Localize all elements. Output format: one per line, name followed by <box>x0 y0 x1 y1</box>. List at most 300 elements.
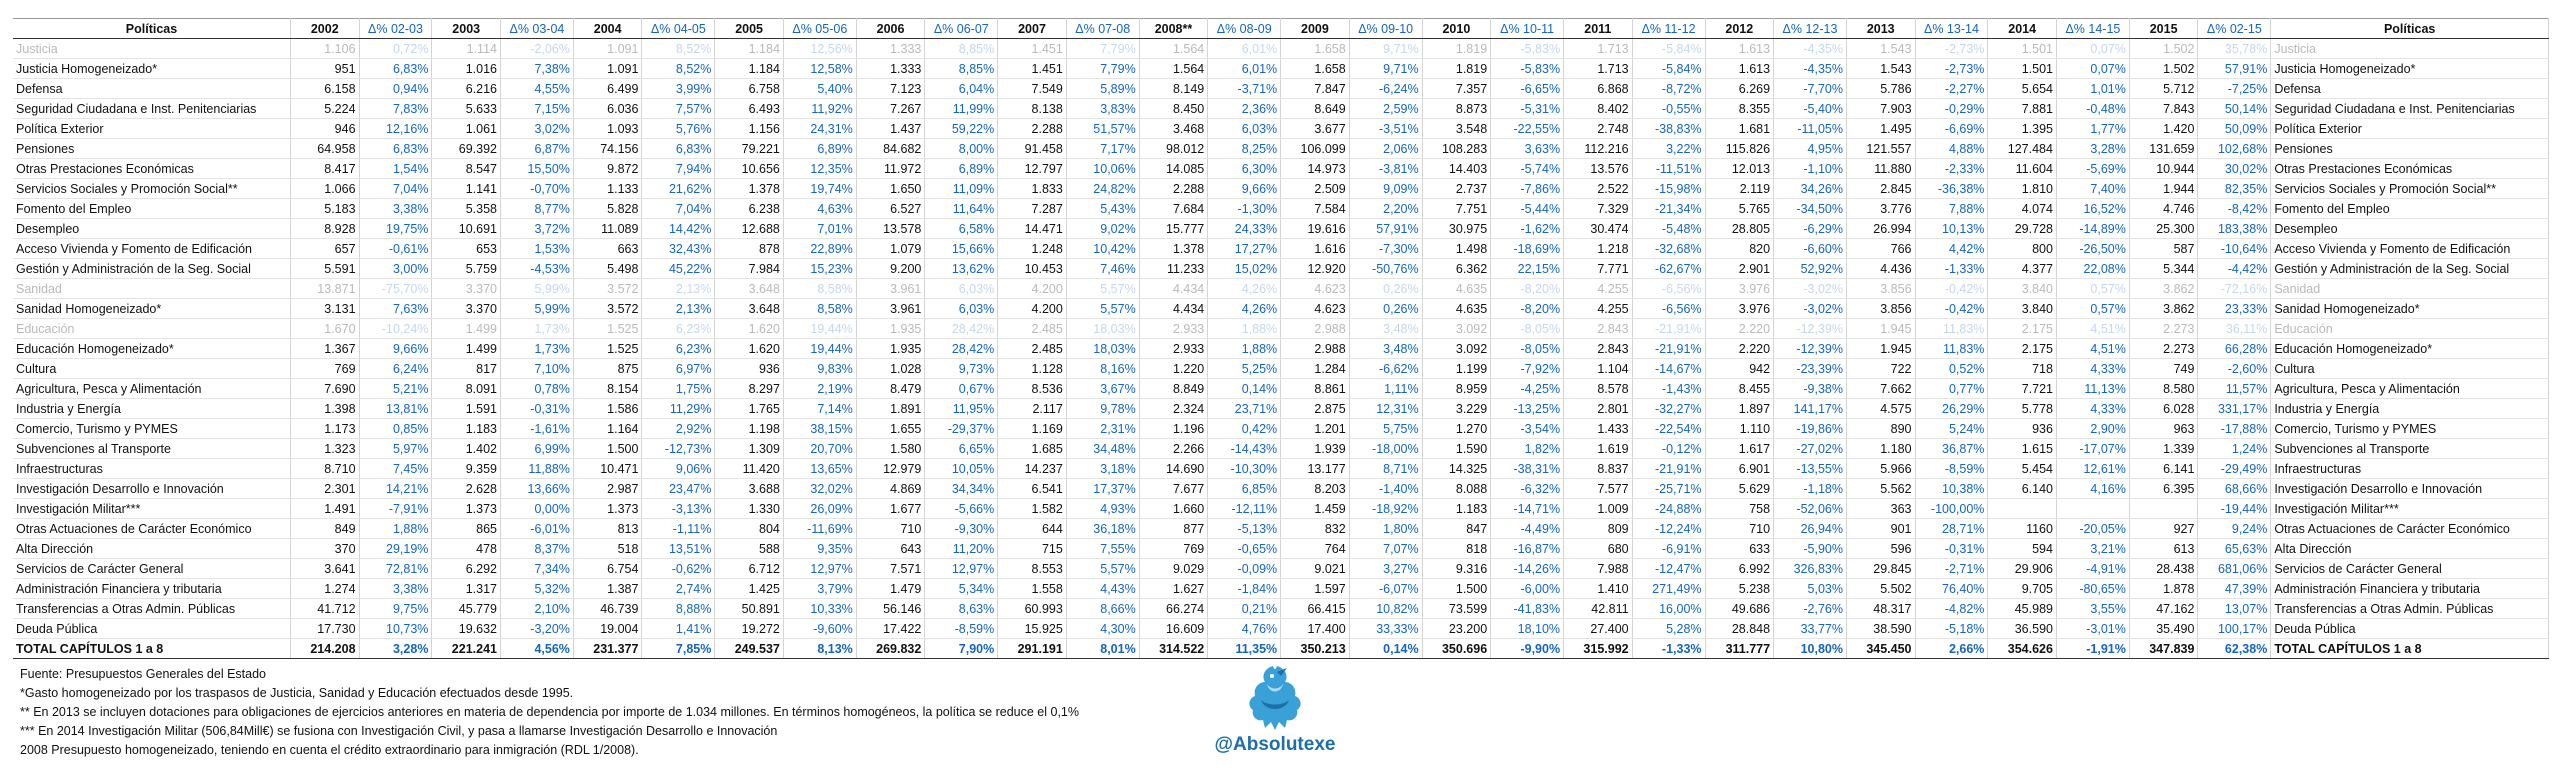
cell-value: 1.028 <box>856 359 925 379</box>
cell-value: 8.417 <box>290 159 359 179</box>
cell-value: 878 <box>715 239 784 259</box>
cell-delta: -2,27% <box>1915 79 1988 99</box>
cell-delta: -0,48% <box>2056 99 2129 119</box>
row-label-right: Servicios Sociales y Promoción Social** <box>2271 179 2549 199</box>
cell-value: 8.091 <box>432 379 501 399</box>
cell-value: 5.765 <box>1705 199 1774 219</box>
cell-delta: 0,07% <box>2056 59 2129 79</box>
table-row <box>13 479 2549 499</box>
brand-handle: @Absolutexe <box>1214 734 1336 755</box>
cell-value: 3.548 <box>1422 119 1491 139</box>
cell-delta: 38,15% <box>783 419 856 439</box>
table-row <box>13 279 2549 299</box>
cell-value: 1.199 <box>1422 359 1491 379</box>
cell-delta: -29,37% <box>925 419 998 439</box>
cell-delta: 16,52% <box>2056 199 2129 219</box>
cell-delta: 28,42% <box>925 339 998 359</box>
row-label-right: Fomento del Empleo <box>2271 199 2549 219</box>
cell-value: 41.712 <box>290 599 359 619</box>
cell-value: 42.811 <box>1564 599 1633 619</box>
cell-delta: -1,10% <box>1774 159 1847 179</box>
cell-delta: 331,17% <box>2198 399 2271 419</box>
cell-delta: 13,66% <box>500 479 573 499</box>
cell-value: 8.479 <box>856 379 925 399</box>
cell-value: 1.495 <box>1846 119 1915 139</box>
cell-delta: 57,91% <box>1349 219 1422 239</box>
cell-value: 847 <box>1422 519 1491 539</box>
cell-value: 5.224 <box>290 99 359 119</box>
header-year: 2007 <box>998 19 1067 39</box>
cell-value: 1.713 <box>1564 39 1633 59</box>
cell-value: 1.402 <box>432 439 501 459</box>
row-label-right: Política Exterior <box>2271 119 2549 139</box>
cell-delta: -5,83% <box>1491 59 1564 79</box>
cell-delta: -6,65% <box>1491 79 1564 99</box>
cell-delta: -16,87% <box>1491 539 1564 559</box>
cell-value: 1.897 <box>1705 399 1774 419</box>
cell-delta: -13,55% <box>1774 459 1847 479</box>
cell-delta: 4,30% <box>1066 619 1139 639</box>
cell-value: 1.650 <box>856 179 925 199</box>
cell-delta: 0,14% <box>1349 639 1422 659</box>
cell-value: 1.810 <box>1988 179 2057 199</box>
cell-delta: 4,33% <box>2056 399 2129 419</box>
cell-value: 9.316 <box>1422 559 1491 579</box>
header-year: 2005 <box>715 19 784 39</box>
cell-delta: 14,21% <box>359 479 432 499</box>
cell-value: 4.255 <box>1564 279 1633 299</box>
cell-delta: 12,56% <box>783 39 856 59</box>
cell-delta: -7,25% <box>2198 79 2271 99</box>
cell-delta: 8,01% <box>1066 639 1139 659</box>
cell-value: 91.458 <box>998 139 1067 159</box>
cell-delta: 9,06% <box>642 459 715 479</box>
cell-delta: 22,89% <box>783 239 856 259</box>
cell-delta: -3,54% <box>1491 419 1564 439</box>
cell-delta: -34,50% <box>1774 199 1847 219</box>
cell-value: 8.580 <box>2129 379 2198 399</box>
cell-value: 2.628 <box>432 479 501 499</box>
cell-delta: -100,00% <box>1915 499 1988 519</box>
cell-value: 8.536 <box>998 379 1067 399</box>
cell-value: 2.933 <box>1139 319 1208 339</box>
cell-value: 2.522 <box>1564 179 1633 199</box>
cell-value: 1.317 <box>432 579 501 599</box>
cell-delta: -29,49% <box>2198 459 2271 479</box>
cell-value: 2.801 <box>1564 399 1633 419</box>
cell-value: 1.284 <box>1281 359 1350 379</box>
cell-delta: 9,78% <box>1066 399 1139 419</box>
cell-delta: 5,75% <box>1349 419 1422 439</box>
cell-delta: 6,89% <box>783 139 856 159</box>
cell-value: 13.578 <box>856 219 925 239</box>
cell-value: 4.623 <box>1281 279 1350 299</box>
cell-value: 5.633 <box>432 99 501 119</box>
cell-delta: 18,03% <box>1066 319 1139 339</box>
cell-delta: 6,87% <box>500 139 573 159</box>
header-politicas: Políticas <box>13 19 290 39</box>
cell-delta: -8,42% <box>2198 199 2271 219</box>
cell-delta: 6,01% <box>1208 39 1281 59</box>
cell-value: 2.933 <box>1139 339 1208 359</box>
cell-delta: 183,38% <box>2198 219 2271 239</box>
cell-delta: -14,71% <box>1491 499 1564 519</box>
cell-value: 7.881 <box>1988 99 2057 119</box>
cell-delta: -21,34% <box>1632 199 1705 219</box>
cell-delta: 3,38% <box>359 199 432 219</box>
cell-value: 354.626 <box>1988 639 2057 659</box>
cell-delta: -6,29% <box>1774 219 1847 239</box>
cell-value: 11.233 <box>1139 259 1208 279</box>
cell-value: 1.141 <box>432 179 501 199</box>
header-delta: Δ% 02-15 <box>2198 19 2271 39</box>
cell-value: 8.297 <box>715 379 784 399</box>
cell-value: 11.880 <box>1846 159 1915 179</box>
cell-delta: 1,82% <box>1491 439 1564 459</box>
cell-value: 345.450 <box>1846 639 1915 659</box>
cell-value: 644 <box>998 519 1067 539</box>
cell-value: 6.036 <box>573 99 642 119</box>
cell-delta: -15,98% <box>1632 179 1705 199</box>
cell-value: 7.571 <box>856 559 925 579</box>
cell-delta: -22,54% <box>1632 419 1705 439</box>
cell-delta: 1,88% <box>1208 319 1281 339</box>
cell-value: 1.180 <box>1846 439 1915 459</box>
cell-delta: 7,38% <box>500 59 573 79</box>
cell-value: 901 <box>1846 519 1915 539</box>
cell-delta: 2,06% <box>1349 139 1422 159</box>
cell-value: 5.712 <box>2129 79 2198 99</box>
cell-value: 1.248 <box>998 239 1067 259</box>
cell-value: 1.451 <box>998 39 1067 59</box>
cell-delta: -5,83% <box>1491 39 1564 59</box>
cell-value: 722 <box>1846 359 1915 379</box>
header-delta: Δ% 05-06 <box>783 19 856 39</box>
table-row <box>13 159 2549 179</box>
cell-value: 5.591 <box>290 259 359 279</box>
cell-value: 1.333 <box>856 59 925 79</box>
cell-delta: 7,07% <box>1349 539 1422 559</box>
cell-delta: -2,71% <box>1915 559 1988 579</box>
cell-delta: 72,81% <box>359 559 432 579</box>
cell-delta: 0,57% <box>2056 299 2129 319</box>
cell-delta: -26,50% <box>2056 239 2129 259</box>
cell-value: 946 <box>290 119 359 139</box>
header-delta: Δ% 08-09 <box>1208 19 1281 39</box>
cell-delta: 22,15% <box>1491 259 1564 279</box>
cell-value: 30.975 <box>1422 219 1491 239</box>
cell-delta: 0,14% <box>1208 379 1281 399</box>
cell-delta: 4,63% <box>783 199 856 219</box>
cell-delta: 4,26% <box>1208 279 1281 299</box>
cell-delta: -7,70% <box>1774 79 1847 99</box>
cell-value: 314.522 <box>1139 639 1208 659</box>
cell-delta: 5,57% <box>1066 559 1139 579</box>
cell-value: 1.395 <box>1988 119 2057 139</box>
cell-delta: -10,64% <box>2198 239 2271 259</box>
header-politicas-right: Políticas <box>2271 19 2549 39</box>
row-label-right: Transferencias a Otras Admin. Públicas <box>2271 599 2549 619</box>
cell-delta: 3,28% <box>359 639 432 659</box>
cell-delta: -9,38% <box>1774 379 1847 399</box>
cell-value: 30.474 <box>1564 219 1633 239</box>
cell-delta: 19,44% <box>783 339 856 359</box>
cell-delta: -1,43% <box>1632 379 1705 399</box>
cell-value: 221.241 <box>432 639 501 659</box>
cell-delta: 33,33% <box>1349 619 1422 639</box>
cell-delta: 1,88% <box>359 519 432 539</box>
cell-value: 1.164 <box>573 419 642 439</box>
cell-value: 3.648 <box>715 279 784 299</box>
cell-value: 19.616 <box>1281 219 1350 239</box>
table-row <box>13 519 2549 539</box>
cell-delta: 6,24% <box>359 359 432 379</box>
cell-value: 6.292 <box>432 559 501 579</box>
cell-value: 5.502 <box>1846 579 1915 599</box>
cell-delta: 1,53% <box>500 239 573 259</box>
cell-delta: -6,00% <box>1491 579 1564 599</box>
cell-value: 5.966 <box>1846 459 1915 479</box>
cell-value: 2.175 <box>1988 339 2057 359</box>
cell-value: 50.891 <box>715 599 784 619</box>
cell-value: 596 <box>1846 539 1915 559</box>
cell-value: 2.737 <box>1422 179 1491 199</box>
cell-value: 1.104 <box>1564 359 1633 379</box>
cell-delta: 10,42% <box>1066 239 1139 259</box>
cell-value: 6.238 <box>715 199 784 219</box>
cell-delta: -6,07% <box>1349 579 1422 599</box>
cell-value: 1.270 <box>1422 419 1491 439</box>
cell-delta: 8,85% <box>925 39 998 59</box>
row-label-right: Agricultura, Pesca y Alimentación <box>2271 379 2549 399</box>
header-delta: Δ% 12-13 <box>1774 19 1847 39</box>
cell-delta: 29,19% <box>359 539 432 559</box>
cell-value: 8.873 <box>1422 99 1491 119</box>
cell-delta: 4,76% <box>1208 619 1281 639</box>
cell-value: 11.420 <box>715 459 784 479</box>
table-row <box>13 419 2549 439</box>
cell-delta: 8,52% <box>642 59 715 79</box>
cell-value: 764 <box>1281 539 1350 559</box>
cell-delta: -5,69% <box>2056 159 2129 179</box>
cell-value: 710 <box>856 519 925 539</box>
cell-delta: 52,92% <box>1774 259 1847 279</box>
cell-value: 1.479 <box>856 579 925 599</box>
cell-delta: -4,35% <box>1774 39 1847 59</box>
cell-delta: -12,39% <box>1774 339 1847 359</box>
cell-value: 7.771 <box>1564 259 1633 279</box>
cell-value: 7.690 <box>290 379 359 399</box>
cell-delta: -2,60% <box>2198 359 2271 379</box>
cell-delta: 3,21% <box>2056 539 2129 559</box>
cell-value: 1.582 <box>998 499 1067 519</box>
cell-value: 7.267 <box>856 99 925 119</box>
cell-value: 1.658 <box>1281 39 1350 59</box>
cell-delta: 4,51% <box>2056 319 2129 339</box>
cell-delta: 271,49% <box>1632 579 1705 599</box>
cell-value: 1.765 <box>715 399 784 419</box>
cell-delta: -8,59% <box>1915 459 1988 479</box>
cell-value: 3.131 <box>290 299 359 319</box>
cell-value: 1.620 <box>715 339 784 359</box>
cell-delta: -4,49% <box>1491 519 1564 539</box>
cell-value: 6.527 <box>856 199 925 219</box>
cell-delta: 0,07% <box>2056 39 2129 59</box>
cell-delta: 23,47% <box>642 479 715 499</box>
row-label: Investigación Desarrollo e Innovación <box>13 479 290 499</box>
cell-value: 249.537 <box>715 639 784 659</box>
cell-value: 8.837 <box>1564 459 1633 479</box>
header-delta: Δ% 14-15 <box>2056 19 2129 39</box>
cell-value: 8.355 <box>1705 99 1774 119</box>
cell-value: 1.398 <box>290 399 359 419</box>
cell-value: 1.079 <box>856 239 925 259</box>
cell-value: 7.287 <box>998 199 1067 219</box>
cell-delta: 3,55% <box>2056 599 2129 619</box>
row-label-right: Administración Financiera y tributaria <box>2271 579 2549 599</box>
table-row <box>13 79 2549 99</box>
cell-delta: 11,20% <box>925 539 998 559</box>
cell-value: 1.945 <box>1846 339 1915 359</box>
footnote-2: ** En 2013 se incluyen dotaciones para obligaciones de ejercicios anteriores en materia de dependencia por importe de 1.034 millones. En términos homogéneos, la política se reduce el 0,1% <box>20 705 1079 719</box>
cell-delta: -0,09% <box>1208 559 1281 579</box>
cell-delta: 7,63% <box>359 299 432 319</box>
cell-value: 1.613 <box>1705 39 1774 59</box>
cell-delta: 24,31% <box>783 119 856 139</box>
cell-delta: -5,74% <box>1491 159 1564 179</box>
cell-delta: 13,51% <box>642 539 715 559</box>
cell-delta: 4,42% <box>1915 239 1988 259</box>
cell-value: 1.558 <box>998 579 1067 599</box>
cell-delta: 2,90% <box>2056 419 2129 439</box>
cell-value: 66.274 <box>1139 599 1208 619</box>
cell-value: 28.805 <box>1705 219 1774 239</box>
cell-value: 7.577 <box>1564 479 1633 499</box>
cell-value: 1.378 <box>1139 239 1208 259</box>
cell-delta: 4,16% <box>2056 479 2129 499</box>
cell-value: 942 <box>1705 359 1774 379</box>
cell-delta: 10,80% <box>1774 639 1847 659</box>
cell-value: 643 <box>856 539 925 559</box>
cell-value: 1.330 <box>715 499 784 519</box>
cell-delta: -52,06% <box>1774 499 1847 519</box>
cell-value: 2.266 <box>1139 439 1208 459</box>
cell-delta: 4,51% <box>2056 339 2129 359</box>
cell-delta: 2,13% <box>642 279 715 299</box>
cell-delta: -7,91% <box>359 499 432 519</box>
cell-value: 3.370 <box>432 279 501 299</box>
cell-delta: 7,40% <box>2056 179 2129 199</box>
cell-delta: 1,88% <box>1208 339 1281 359</box>
cell-value: 1.156 <box>715 119 784 139</box>
cell-delta: 7,10% <box>500 359 573 379</box>
cell-delta: -20,05% <box>2056 519 2129 539</box>
cell-value: 2.288 <box>1139 179 1208 199</box>
cell-value: 1.184 <box>715 39 784 59</box>
row-label-right: Defensa <box>2271 79 2549 99</box>
cell-delta: -6,91% <box>1632 539 1705 559</box>
cell-delta: 326,83% <box>1774 559 1847 579</box>
row-label-right: Educación Homogeneizado* <box>2271 339 2549 359</box>
cell-value: 1.620 <box>715 319 784 339</box>
cell-value: 766 <box>1846 239 1915 259</box>
cell-delta: 24,33% <box>1208 219 1281 239</box>
cell-delta: 17,27% <box>1208 239 1281 259</box>
cell-delta: 10,05% <box>925 459 998 479</box>
cell-delta: -8,05% <box>1491 319 1564 339</box>
cell-delta: 14,42% <box>642 219 715 239</box>
cell-value: 1.525 <box>573 339 642 359</box>
cell-delta: 3,72% <box>500 219 573 239</box>
cell-delta: 10,38% <box>1915 479 1988 499</box>
cell-value: 6.868 <box>1564 79 1633 99</box>
header-year: 2013 <box>1846 19 1915 39</box>
header-year: 2006 <box>856 19 925 39</box>
cell-value: 8.578 <box>1564 379 1633 399</box>
cell-value: 1.658 <box>1281 59 1350 79</box>
cell-value: 3.840 <box>1988 299 2057 319</box>
cell-value: 45.989 <box>1988 599 2057 619</box>
cell-value: 657 <box>290 239 359 259</box>
cell-value: 877 <box>1139 519 1208 539</box>
cell-value: 8.649 <box>1281 99 1350 119</box>
cell-value: 749 <box>2129 359 2198 379</box>
cell-delta: -6,56% <box>1632 299 1705 319</box>
cell-value: 1.106 <box>290 39 359 59</box>
cell-value: 3.572 <box>573 299 642 319</box>
cell-delta: 8,85% <box>925 59 998 79</box>
cell-delta: 1,73% <box>500 319 573 339</box>
cell-value: 1.425 <box>715 579 784 599</box>
cell-delta: 3,18% <box>1066 459 1139 479</box>
cell-delta: -5,40% <box>1774 99 1847 119</box>
row-label: Sanidad Homogeneizado* <box>13 299 290 319</box>
cell-value: 1.373 <box>573 499 642 519</box>
row-label: Otras Actuaciones de Carácter Económico <box>13 519 290 539</box>
cell-delta: -8,59% <box>925 619 998 639</box>
cell-value: 1.501 <box>1988 59 2057 79</box>
cell-value: 1.198 <box>715 419 784 439</box>
cell-delta: -14,67% <box>1632 359 1705 379</box>
cell-delta: 6,58% <box>925 219 998 239</box>
cell-delta: 9,09% <box>1349 179 1422 199</box>
cell-delta: -23,39% <box>1774 359 1847 379</box>
cell-value: 588 <box>715 539 784 559</box>
cell-delta: -8,05% <box>1491 339 1564 359</box>
cell-value: 818 <box>1422 539 1491 559</box>
cell-value: 2.988 <box>1281 319 1350 339</box>
cell-value: 6.493 <box>715 99 784 119</box>
cell-value: 1.627 <box>1139 579 1208 599</box>
cell-delta: 7,55% <box>1066 539 1139 559</box>
cell-value: 25.300 <box>2129 219 2198 239</box>
cell-value: 710 <box>1705 519 1774 539</box>
cell-delta: 10,82% <box>1349 599 1422 619</box>
cell-delta: -7,92% <box>1491 359 1564 379</box>
cell-value: 1.499 <box>432 339 501 359</box>
cell-delta: 8,13% <box>783 639 856 659</box>
cell-delta: -12,11% <box>1208 499 1281 519</box>
cell-value: 5.786 <box>1846 79 1915 99</box>
cell-delta: 102,68% <box>2198 139 2271 159</box>
cell-delta: 5,34% <box>925 579 998 599</box>
cell-value: 49.686 <box>1705 599 1774 619</box>
cell-delta: 0,52% <box>1915 359 1988 379</box>
cell-delta: 6,30% <box>1208 159 1281 179</box>
cell-delta: 59,22% <box>925 119 998 139</box>
cell-delta: 4,56% <box>500 639 573 659</box>
cell-value: 1.935 <box>856 319 925 339</box>
